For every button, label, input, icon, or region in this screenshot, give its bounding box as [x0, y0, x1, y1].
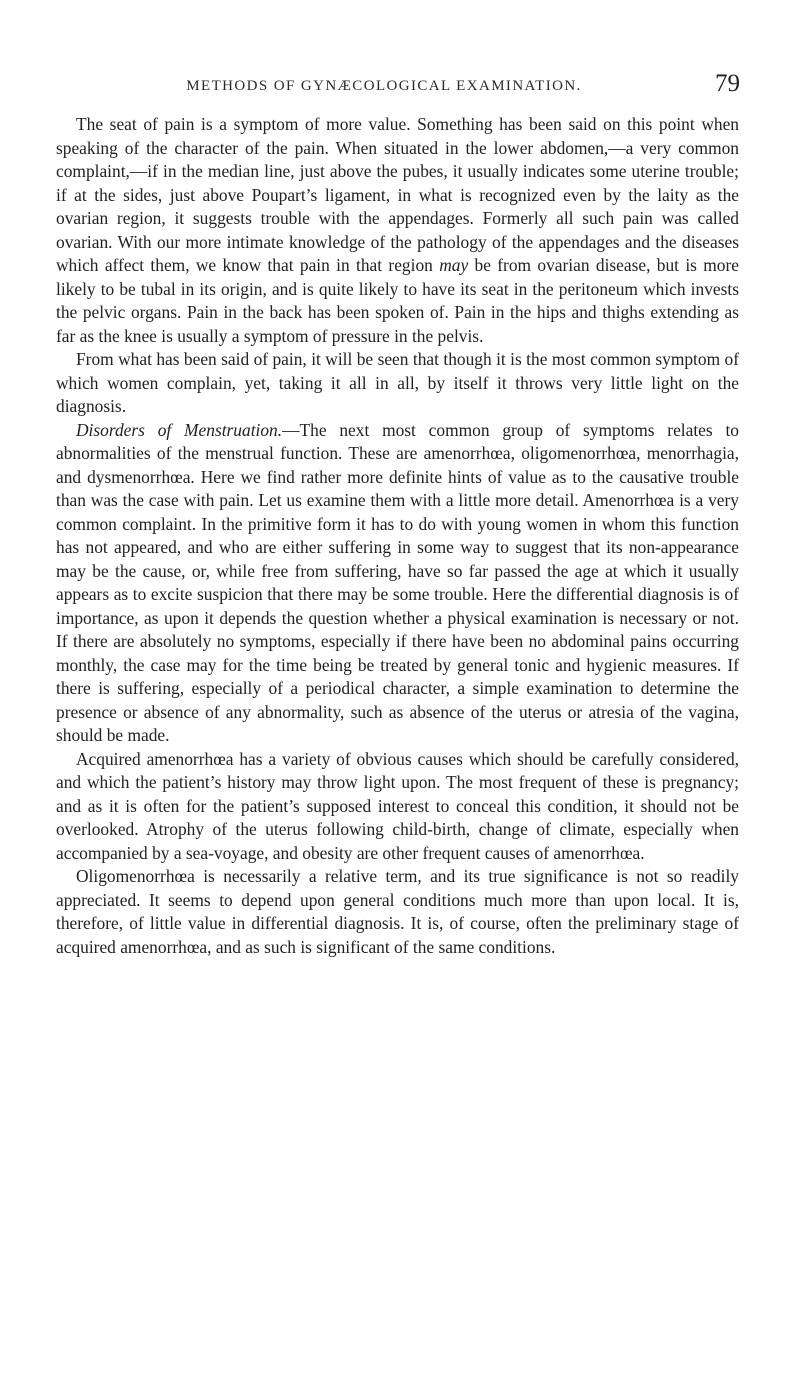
paragraph-text: —The next most common group of symptoms relates to abnormalities of the menstrual function. These are amenorrhœa, oligomenorrhœa, menorrhagia, and dysmenorrhœa. Here we find rather more definite hints of value as to the causative trouble than was the case with pain. Let us examine them with a little more detail. Amenorrhœa is a very common complaint. In the primitive form it has to do with young women in whom this function has not appeared, and who are either suffering in some way to suggest that its non-appearance may be the cause, or, while free from suffering, have so far passed the age at which it usually appears as to excite suspicion that there may be some trouble. Here the differential diagnosis is of importance, as upon it depends the question whether a physical examination is necessary or not. If there are absolutely no symptoms, especially if there have been no abdominal pains occurring monthly, the case may for the time being be treated by general tonic and hygienic measures. If there is suffering, especially of a periodical character, a simple examination to determine the presence or absence of any abnormality, such as absence of the uterus or atresia of the vagina, should be made.: [56, 419, 739, 745]
paragraph-text: The seat of pain is a symptom of more value. Something has been said on this point when speaking of the character of the pain. When situated in the lower abdomen,—a very common complaint,—if in the median line, just above the pubes, it usually indicates some uterine trouble; if at the sides, just above Poupart’s ligament, in what is recognized even by the laity as the ovarian region, it suggests trouble with the appendages. Formerly all such pain was called ovarian. With our more intimate knowledge of the pathology of the appendages and the diseases which affect them, we know that pain in that region: [56, 114, 739, 275]
paragraph-pain-summary: [56, 348, 739, 419]
paragraph-oligomenorrhoea: [56, 865, 739, 959]
emphasis-may: may: [439, 255, 469, 275]
paragraph-disorders-of-menstruation: [56, 419, 739, 748]
paragraph-text: be from ovarian disease, but is more likely to be tubal in its origin, and is quite likely to have its seat in the peritoneum which invests the pelvic organs. Pain in the back has been spoken of. Pain in the hips and thighs extending as far as the knee is usually a symptom of pressure in the pelvis.: [56, 255, 740, 346]
paragraph-acquired-amenorrhoea: [56, 748, 739, 866]
paragraph-text: Acquired amenorrhœa has a variety of obvious causes which should be carefully considered, and which the patient’s history may throw light upon. The most frequent of these is pregnancy; and as it is often for the patient’s supposed interest to conceal this condition, it should not be overlooked. Atrophy of the uterus following child-birth, change of climate, especially when accompanied by a sea-voyage, and obesity are other frequent causes of amenorrhœa.: [56, 748, 739, 863]
running-title: METHODS OF GYNÆCOLOGICAL EXAMINATION.: [186, 78, 582, 94]
running-head: [68, 70, 740, 104]
page-number: 79: [715, 70, 740, 97]
section-heading-disorders-of-menstruation: Disorders of Menstruation.: [76, 419, 283, 440]
paragraph-text: Oligomenorrhœa is necessarily a relative term, and its true significance is not so readily appreciated. It seems to depend upon general conditions much more than upon local. It is, therefore, of little value in differential diagnosis. It is, of course, often the preliminary stage of acquired amenorrhœa, and as such is significant of the same conditions.: [56, 866, 739, 957]
paragraph-text: From what has been said of pain, it will be seen that though it is the most common symptom of which women complain, yet, taking it all in all, by itself it throws very little light on the diagnosis.: [56, 349, 739, 416]
paragraph-seat-of-pain: [56, 113, 739, 348]
body-text: [56, 113, 739, 959]
